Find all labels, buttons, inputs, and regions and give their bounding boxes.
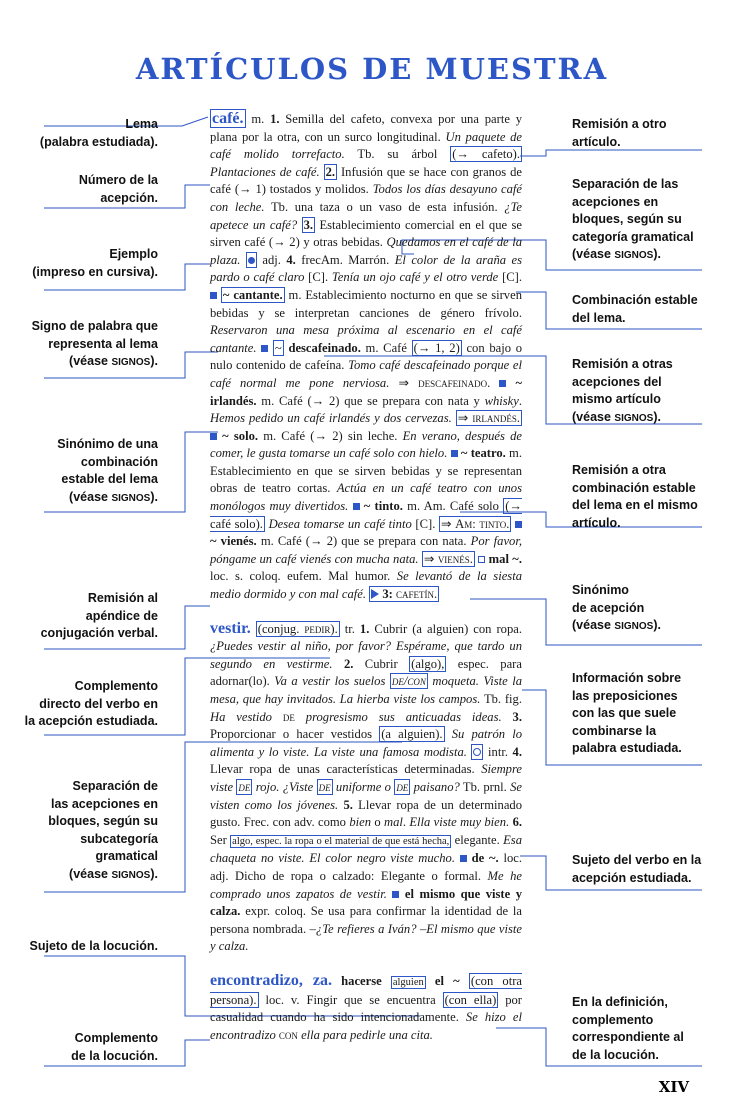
- entry-cafe: café. m. 1. Semilla del cafeto, convexa por una parte y plana por la otra, con un surco longitudinal. Un paquete de café molido torrefacto. Tb. su árbol (→ cafeto). Plantaciones de café. 2. Infusión que se hace con granos de café (→ 1) tostados y molidos. Todos los días desayuno café con leche. Tb. una taza o un vaso de esta infusión. ¿Te apetece un café? 3. Establecimiento comercial en el que se sirven café (→ 2) y otras bebidas. Quedamos en el café de la plaza. adj. 4. frecAm. Marrón. El color de la araña es pardo o café claro [C]. Tenía un ojo café y el otro verde [C]. ~ cantante. m. Establecimiento nocturno en que se sirven bebidas y se interpretan canciones de género frívolo. Reservaron una mesa próxima al escenario en el café cantante. ~ descafeinado. m. Café (→ 1, 2) con bajo o nulo contenido de cafeína. Tomo café descafeinado porque el café normal me pone nerviosa. ⇒ descafeinado. ~ irlandés. m. Café (→ 2) que se prepara con nata y whisky. Hemos pedido un café irlandés y dos cervezas. ⇒ irlandés. ~ solo. m. Café (→ 2) sin leche. En verano, después de comer, le gusta tomarse un café solo con hielo. ~ teatro. m. Establecimiento en que se sirven bebidas y se representan obras de teatro cortas. Actúa en un café teatro con unos monólogos muy divertidos. ~ tinto. m. Am. Café solo (→ café solo). Desea tomarse un café tinto [C]. ⇒ Am: tinto. ~ vienés. m. Café (→ 2) que se prepara con nata. Por favor, póngame un café vienés con mucha nata. ⇒ vienés. mal ~. loc. s. coloq. eufem. Mal humor. Se levantó de la siesta medio dormido y con mal café. 3: cafetín.: [210, 110, 523, 602]
- block-square-icon: [353, 503, 360, 510]
- block-square-icon: [515, 521, 522, 528]
- block-square-icon: [451, 450, 458, 457]
- right-callout-label: Combinación estable del lema.: [572, 293, 698, 325]
- block-square-icon: [210, 292, 217, 299]
- right-callout-label: Sinónimo de acepción (véase SIGNOS).: [572, 583, 661, 632]
- dictionary-text: [210, 110, 522, 1060]
- left-callout-label: Signo de palabra que representa al lema (véase SIGNOS).: [31, 319, 158, 368]
- right-callout-label: Remisión a otro artículo.: [572, 117, 667, 149]
- left-callout-label: Ejemplo (impreso en cursiva).: [32, 247, 158, 279]
- bullet-icon: [248, 257, 255, 264]
- block-square-icon: [261, 345, 268, 352]
- left-callout-label: Separación de las acepciones en bloques, según su subcategoría gramatical (véase SIGNOS).: [48, 779, 158, 881]
- right-callout-label: Separación de las acepciones en bloques, según su categoría gramatical (véase SIGNOS).: [572, 177, 694, 261]
- left-callout-label: Sujeto de la locución.: [29, 939, 158, 953]
- triangle-icon: [371, 589, 379, 599]
- right-callout-label: En la definición, complemento correspondiente al de la locución.: [572, 995, 684, 1062]
- right-callout-label: Sujeto del verbo en la acepción estudiada.: [572, 853, 702, 885]
- page-title: ARTÍCULOS DE MUESTRA: [135, 52, 609, 86]
- left-callout-label: Complemento directo del verbo en la acepción estudiada.: [24, 679, 158, 728]
- left-callout-label: Número de la acepción.: [78, 173, 158, 205]
- left-callout-label: Complemento de la locución.: [71, 1031, 158, 1063]
- entry-encontradizo: encontradizo, za. hacerse alguien el ~ (con otra persona). loc. v. Fingir que se encuentra (con ella) por casualidad cuando ha sido intencionadamente. Se hizo el encontradizo con ella para pedirle una cita.: [210, 971, 522, 1042]
- entry-vestir: vestir. (conjug. pedir). tr. 1. Cubrir (a alguien) con ropa. ¿Puedes vestir al niño, por favor? Espérame, que tardo un segundo en vestirme. 2. Cubrir (algo), espec. para adornar(lo). Va a vestir los suelos de/con moqueta. Viste la mesa, que hay invitados. La hierba viste los campos. Tb. fig. Ha vestido de progresismo sus anticuadas ideas. 3. Proporcionar o hacer vestidos (a alguien). Su patrón lo alimenta y lo viste. La viste una famosa modista. intr. 4. Llevar ropa de unas características determinadas. Siempre viste de rojo. ¿Viste de uniforme o de paisano? Tb. prnl. Se visten como los jóvenes. 5. Llevar ropa de un determinado gusto. Frec. con adv. como bien o mal. Ella viste muy bien. 6. Ser algo, espec. la ropa o el material de que está hecha, elegante. Esa chaqueta no viste. El color negro viste mucho. de ~. loc. adj. Dicho de ropa o calzado: Elegante o formal. Me he comprado unos zapatos de vestir. el mismo que viste y calza. expr. coloq. Se usa para confirmar la identidad de la persona nombrada. –¿Te refieres a Iván? –El mismo que viste y calza.: [210, 619, 523, 954]
- left-callout-label: Remisión al apéndice de conjugación verbal.: [40, 591, 158, 640]
- right-callout-label: Remisión a otras acepciones del mismo artículo (véase SIGNOS).: [572, 357, 673, 424]
- block-square-icon: [210, 433, 217, 440]
- right-callout-label: Remisión a otra combinación estable del lema en el mismo artículo.: [572, 463, 698, 530]
- left-callout-label: Lema (palabra estudiada).: [39, 117, 158, 149]
- page-number: XIV: [658, 1078, 689, 1096]
- right-callout-label: Información sobre las preposiciones con las que suele combinarse la palabra estudiada.: [572, 671, 682, 755]
- block-square-icon: [460, 855, 467, 862]
- circle-icon: [473, 748, 481, 756]
- left-callout-label: Sinónimo de una combinación estable del lema (véase SIGNOS).: [57, 437, 158, 504]
